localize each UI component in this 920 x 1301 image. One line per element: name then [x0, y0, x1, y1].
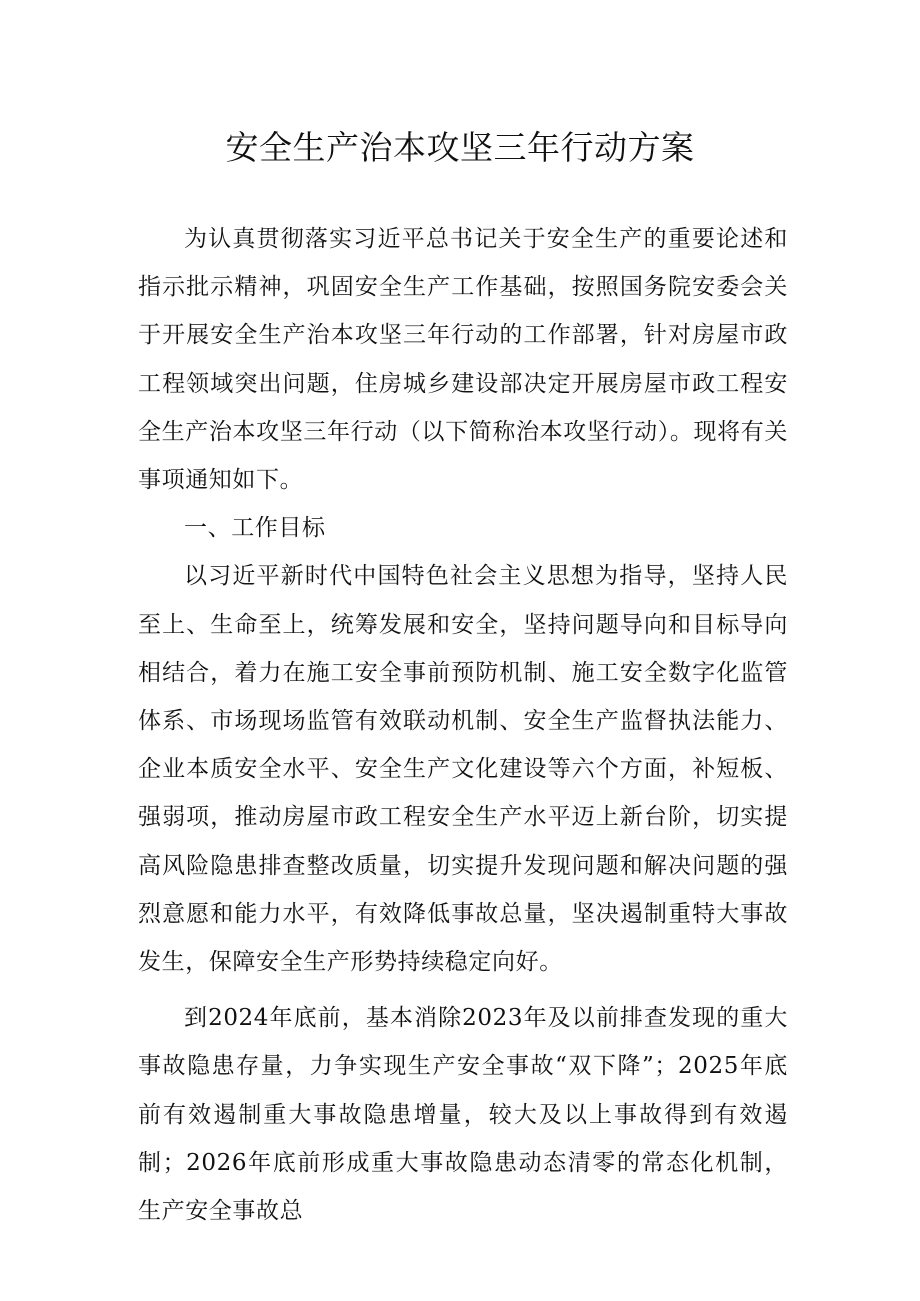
section-heading-goals: 一、工作目标 [184, 515, 326, 542]
document-body [138, 215, 788, 1235]
intro-paragraph: 为认真贯彻落实习近平总书记关于安全生产的重要论述和指示批示精神，巩固安全生产工作基础，按照国务院安委会关于开展安全生产治本攻坚三年行动的工作部署，针对房屋市政工程领域突出问题，住房城乡建设部决定开展房屋市政工程安全生产治本攻坚三年行动（以下简称治本攻坚行动）。现将有关事项通知如下。 [138, 226, 788, 494]
goals-paragraph: 以习近平新时代中国特色社会主义思想为指导，坚持人民至上、生命至上，统筹发展和安全，坚持问题导向和目标导向相结合，着力在施工安全事前预防机制、施工安全数字化监管体系、市场现场监管有效联动机制、安全生产监督执法能力、企业本质安全水平、安全生产文化建设等六个方面，补短板、强弱项，推动房屋市政工程安全生产水平迈上新台阶，切实提高风险隐患排查整改质量，切实提升发现问题和解决问题的强烈意愿和能力水平，有效降低事故总量，坚决遏制重特大事故发生，保障安全生产形势持续稳定向好。 [138, 563, 788, 976]
timeline-paragraph: 到2024年底前，基本消除2023年及以前排查发现的重大事故隐患存量，力争实现生产安全事故“双下降”；2025年底前有效遏制重大事故隐患增量，较大及以上事故得到有效遏制；2026年底前形成重大事故隐患动态清零的常态化机制，生产安全事故总 [138, 1005, 788, 1225]
document-title: 安全生产治本攻坚三年行动方案 [225, 128, 695, 167]
